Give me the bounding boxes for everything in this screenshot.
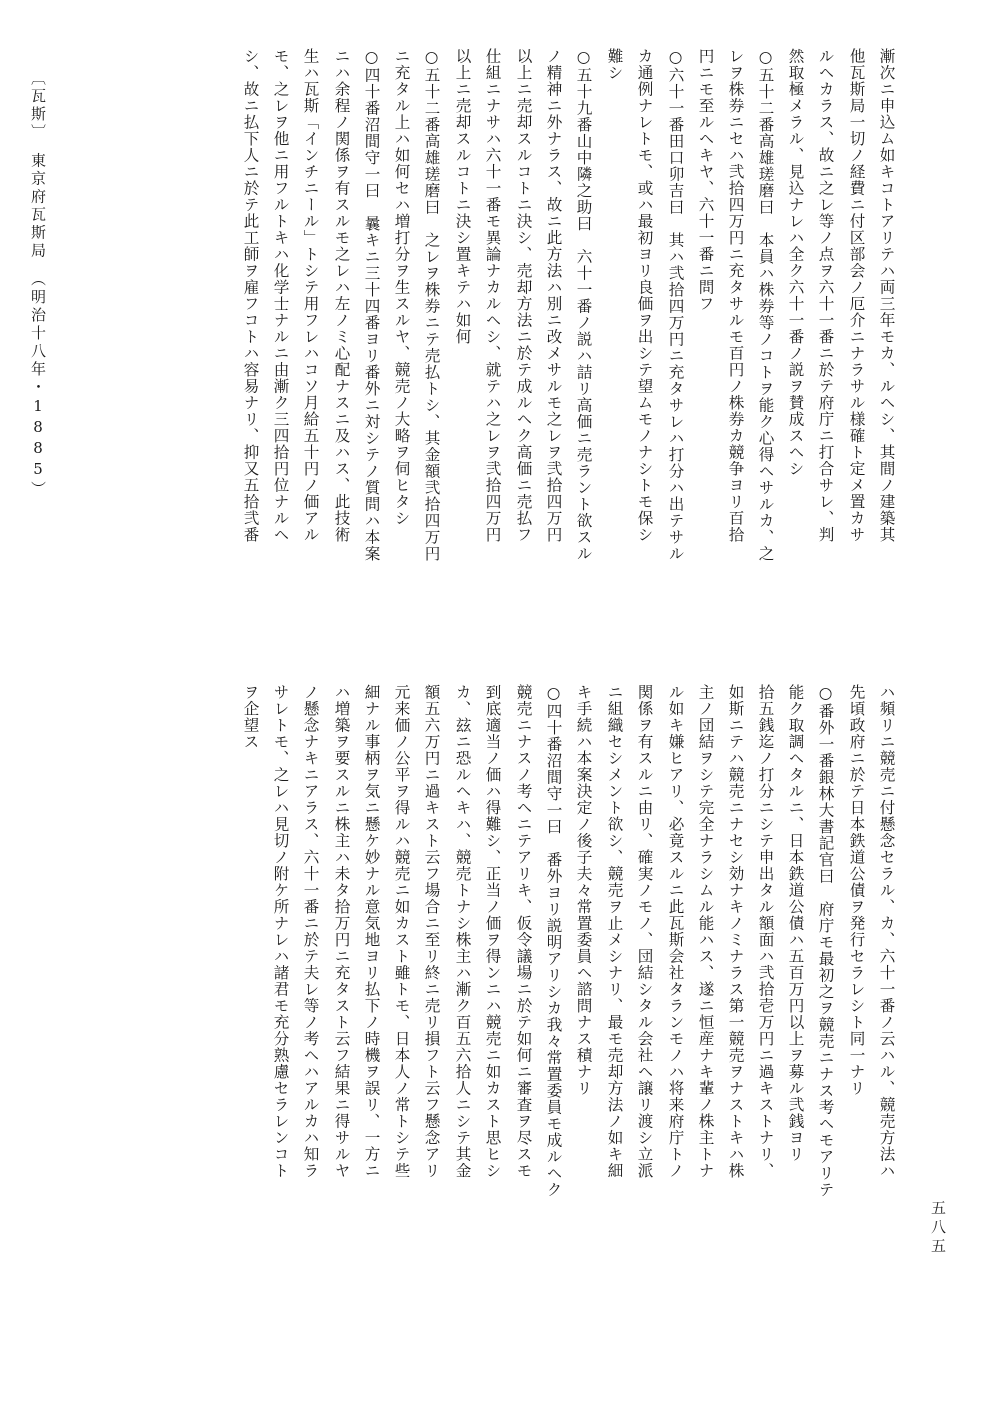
text-line: ノ懸念ナキニアラス、六十一番ニ於テ夫レ等ノ考ヘハアルカハ知ラ [301,684,320,1179]
text-line: シ、故ニ払下人ニ於テ此工師ヲ雇フコトハ容易ナリ、抑又五拾弐番 [241,48,260,543]
text-line: ○四十番沼間守一曰 曩キニ三十四番ヨリ番外ニ対シテノ質問ハ本案 [362,48,381,562]
running-head-source: 東京府瓦斯局 [29,152,47,261]
text-line: ○六十一番田口卯吉曰 其ハ弐拾四万円ニ充タサレハ打分ハ出テサル [666,48,685,562]
text-line: ヲ企望ス [241,684,260,750]
running-head-date: （明治十八年・1885） [29,278,47,499]
text-line: ○五十二番高雄瑳磨曰 本員ハ株券等ノコトヲ能ク心得ヘサルカ、之 [756,48,775,562]
text-line: ニ充タル上ハ如何セハ増打分ヲ生スルヤ、競売ノ大略ヲ伺ヒタシ [392,48,411,527]
text-line: ニハ余程ノ関係ヲ有スルモ之レハ左ノミ心配ナスニ及ハス、此技術 [332,48,351,543]
text-line: ○番外一番銀林大書記官曰 府庁モ最初之ヲ競売ニナス考ヘモアリテ [816,684,835,1198]
text-line: キ手続ハ本案決定ノ後子夫々常置委員ヘ諮問ナス積ナリ [574,684,593,1097]
text-line: ルヘカラス、故ニ之レ等ノ点ヲ六十一番ニ於テ府庁ニ打合サレ、判 [816,48,835,543]
text-line: ル如キ嫌ヒアリ、必竟スルニ此瓦斯会社タランモノハ将来府庁トノ [666,684,685,1179]
text-line: 額五六万円ニ過キスト云フ場合ニ至リ終ニ売リ損フト云フ懸念アリ [422,684,441,1179]
running-head [30,70,45,499]
text-line: 仕組ニナサハ六十一番モ異論ナカルヘシ、就テハ之レヲ弐拾四万円 [483,48,502,543]
text-line: ○四十番沼間守一曰 番外ヨリ説明アリシカ我々常置委員モ成ルヘク [544,684,563,1198]
text-line: 主ノ団結ヲシテ完全ナラシムル能ハス、遂ニ恒産ナキ輩ノ株主トナ [696,684,715,1179]
text-line: 然取極メラル、見込ナレハ全ク六十一番ノ説ヲ賛成スヘシ [786,48,805,477]
text-line: 到底適当ノ価ハ得難シ、正当ノ価ヲ得ンニハ競売ニ如カスト思ヒシ [483,684,502,1179]
text-line: サレトモ、之レハ見切ノ附ケ所ナレハ諸君モ充分熟慮セラレンコト [271,684,290,1179]
text-line: 関係ヲ有スルニ由リ、確実ノモノ、団結シタル会社ヘ譲リ渡シ立派 [635,684,654,1179]
text-line: ○五十九番山中隣之助曰 六十一番ノ説ハ詰リ高価ニ売ラント欲スル [574,48,593,562]
text-line: 先頃政府ニ於テ日本鉄道公債ヲ発行セラレシト同一ナリ [847,684,866,1097]
text-line: 他瓦斯局一切ノ経費ニ付区部会ノ厄介ニナラサル様確ト定メ置カサ [847,48,866,543]
text-line: ノ精神ニ外ナラス、故ニ此方法ハ別ニ改メサルモ之レヲ弐拾四万円 [544,48,563,543]
text-line: 元来価ノ公平ヲ得ルハ競売ニ如カスト雖トモ、日本人ノ常トシテ些 [392,684,411,1179]
text-line: 如斯ニテハ競売ニナセシ効ナキノミナラス第一競売ヲナストキハ株 [726,684,745,1179]
page-number: 五八五 [929,1200,947,1257]
text-line: ニ組織セシメント欲シ、競売ヲ止メシナリ、最モ売却方法ノ如キ細 [605,684,624,1179]
text-line: 以上ニ売却スルコトニ決シ、売却方法ニ於テ成ルヘク高価ニ売払フ [514,48,533,543]
text-line: 以上ニ売却スルコトニ決シ置キテハ如何 [453,48,472,345]
text-line: ○五十二番高雄瑳磨曰 之レヲ株券ニテ売払トシ、其金額弐拾四万円 [422,48,441,562]
text-line: ハ頻リニ競売ニ付懸念セラル、カ、六十一番ノ云ハル、競売方法ハ [877,684,896,1179]
text-line: モ、之レヲ他ニ用フルトキハ化学士ナルニ由漸ク三四拾円位ナルヘ [271,48,290,543]
text-line: カ通例ナレトモ、或ハ最初ヨリ良価ヲ出シテ望ムモノナシトモ保シ [635,48,654,543]
text-line: 漸次ニ申込ム如キコトアリテハ両三年モカ、ルヘシ、其間ノ建築其 [877,48,896,543]
running-head-section: 〔瓦斯〕 [29,70,47,135]
text-line: 生ハ瓦斯「インチニール」トシテ用フレハコソ月給五十円ノ価アル [301,48,320,543]
text-line: 細ナル事柄ヲ気ニ懸ケ妙ナル意気地ヨリ払下ノ時機ヲ誤リ、一方ニ [362,684,381,1179]
text-line: ハ増築ヲ要スルニ株主ハ未タ拾万円ニ充タスト云フ結果ニ得サルヤ [332,684,351,1179]
text-line: 拾五銭迄ノ打分ニシテ申出タル額面ハ弐拾壱万円ニ過キストナリ、 [756,684,775,1179]
text-line: カ、玆ニ恐ルヘキハ、競売トナシ株主ハ漸ク百五六拾人ニシテ其金 [453,684,472,1179]
text-line: 能ク取調ヘタルニ、日本鉄道公債ハ五百万円以上ヲ募ル弐銭ヨリ [786,684,805,1163]
text-line: 円ニモ至ルヘキヤ、六十一番ニ問フ [696,48,715,312]
text-line: レヲ株券ニセハ弐拾四万円ニ充タサルモ百円ノ株券カ競争ヨリ百拾 [726,48,745,543]
text-line: 難シ [605,48,624,81]
text-line: 競売ニナスノ考ヘニテアリキ、仮令議場ニ於テ如何ニ審査ヲ尽スモ [514,684,533,1179]
